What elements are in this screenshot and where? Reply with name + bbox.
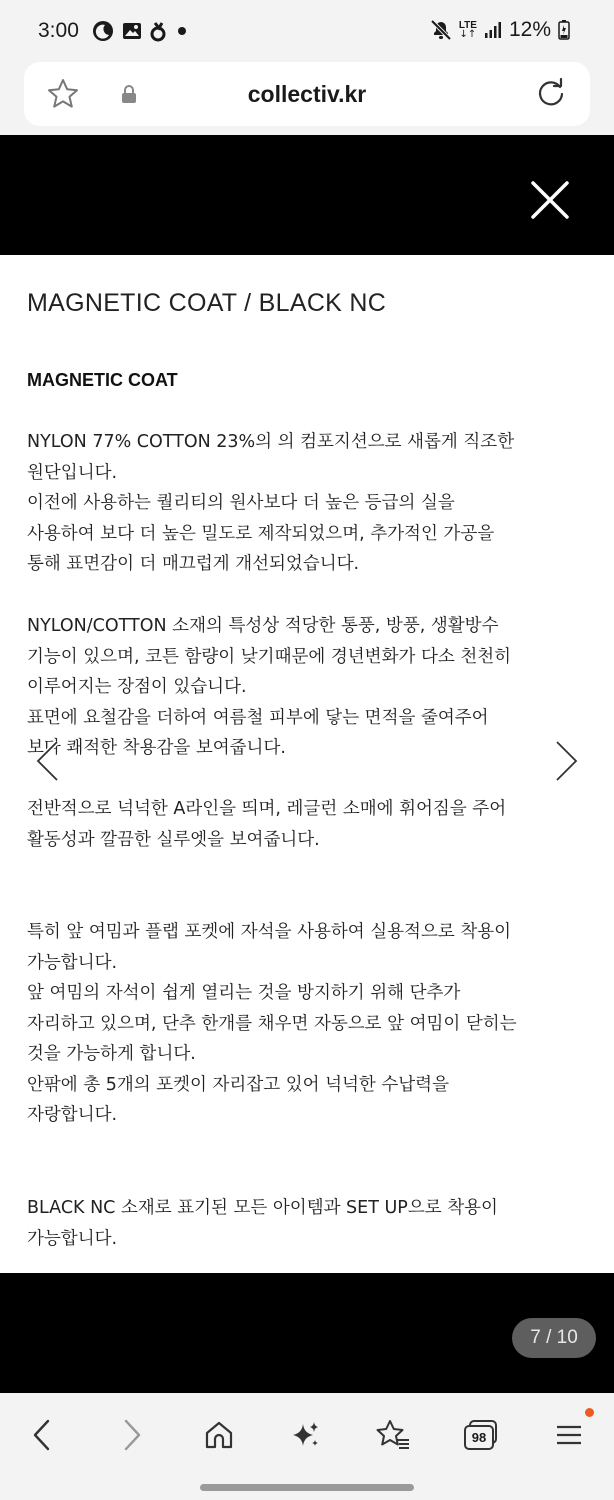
product-description-panel — [0, 255, 614, 1273]
paragraph-line: 보다 쾌적한 착용감을 보여줍니다. — [27, 738, 286, 758]
app-icon — [150, 20, 166, 42]
data-arrows-icon: ↓↑ — [459, 29, 477, 40]
status-notification-icons — [92, 20, 190, 42]
bookmarks-icon — [375, 1418, 411, 1452]
paragraph-line: 이전에 사용하는 퀄리티의 원사보다 더 높은 등급의 실을 — [27, 493, 455, 513]
paragraph-material — [27, 611, 592, 764]
menu-button[interactable] — [547, 1413, 591, 1457]
url-text[interactable]: collectiv.kr — [247, 81, 367, 107]
paragraph-line: 안팎에 총 5개의 포켓이 자리잡고 있어 넉넉한 수납력을 — [27, 1074, 449, 1095]
paragraph-line: NYLON/COTTON 소재의 특성상 적당한 통풍, 방풍, 생활방수 — [27, 616, 499, 636]
home-button[interactable] — [197, 1413, 241, 1457]
paragraph-setup — [27, 1193, 592, 1254]
page-counter: 7 / 10 — [512, 1318, 596, 1358]
paragraph-line: 원단입니다. — [27, 462, 118, 483]
paragraph-fabric — [27, 427, 592, 580]
lte-icon — [459, 21, 477, 39]
back-button[interactable] — [20, 1413, 64, 1457]
tabs-icon — [464, 1420, 498, 1450]
paragraph-line: 특히 앞 여밈과 플랩 포켓에 자석을 사용하여 실용적으로 착용이 — [27, 922, 512, 942]
paragraph-line: 전반적으로 넉넉한 A라인을 띄며, 레글런 소매에 휘어짐을 주어 — [27, 799, 507, 819]
paragraph-line: 앞 여밈의 자석이 쉽게 열리는 것을 방지하기 위해 단추가 — [27, 983, 461, 1003]
ai-button[interactable] — [284, 1413, 328, 1457]
paragraph-silhouette — [27, 794, 592, 855]
tabs-button[interactable] — [459, 1413, 503, 1457]
lte-label: LTE — [458, 20, 477, 31]
chevron-right-icon[interactable] — [552, 739, 582, 783]
paragraph-line: 통해 표면감이 더 매끄럽게 개선되었습니다. — [27, 554, 360, 574]
viewer-top-bar — [0, 135, 614, 255]
paragraph-line: BLACK NC 소재로 표기된 모든 아이템과 SET UP으로 착용이 — [27, 1198, 498, 1218]
forward-button[interactable] — [110, 1413, 154, 1457]
paragraph-line: 사용하여 보다 더 높은 밀도로 제작되었으며, 추가적인 가공을 — [27, 523, 495, 544]
paragraph-line: 가능합니다. — [27, 1228, 118, 1249]
paragraph-line: NYLON 77% COTTON 23%의 의 컴포지션으로 새롭게 직조한 — [27, 432, 515, 452]
reload-icon[interactable] — [534, 76, 568, 110]
image-icon — [122, 21, 142, 41]
dot-icon — [174, 23, 190, 39]
gesture-bar[interactable] — [200, 1484, 414, 1491]
paragraph-line: 자리하고 있으며, 단추 한개를 채우면 자동으로 앞 여밈이 닫히는 — [27, 1013, 517, 1034]
chevron-left-icon[interactable] — [32, 739, 62, 783]
menu-icon — [555, 1421, 583, 1449]
close-icon[interactable] — [530, 180, 570, 220]
home-icon — [202, 1418, 236, 1452]
paragraph-line: 기능이 있으며, 코튼 함량이 낮기때문에 경년변화가 다소 천천히 — [27, 646, 512, 667]
status-bar — [0, 0, 614, 62]
back-icon — [30, 1418, 54, 1452]
battery-percent: 12% — [508, 18, 551, 41]
product-title: MAGNETIC COAT / BLACK NC — [27, 289, 387, 317]
paragraph-line: 이루어지는 장점이 있습니다. — [27, 677, 247, 697]
address-bar[interactable] — [24, 62, 590, 126]
forward-icon — [120, 1418, 144, 1452]
notification-dot — [585, 1408, 594, 1417]
paragraph-line: 표면에 요철감을 더하여 여름철 피부에 닿는 면적을 줄여주어 — [27, 707, 489, 728]
paragraph-line: 것을 가능하게 합니다. — [27, 1044, 196, 1064]
section-heading: MAGNETIC COAT — [27, 370, 178, 390]
status-system-icons — [430, 18, 570, 42]
status-time: 3:00 — [38, 19, 79, 42]
signal-icon — [484, 21, 502, 39]
tabs-count: 98 — [471, 1430, 487, 1445]
paragraph-details — [27, 917, 592, 1131]
sparkle-icon — [289, 1418, 323, 1452]
mute-icon — [430, 19, 452, 41]
bookmarks-button[interactable] — [371, 1413, 415, 1457]
paragraph-line: 가능합니다. — [27, 952, 118, 973]
battery-icon — [558, 20, 570, 40]
tabs-icon-front-frame — [464, 1425, 494, 1450]
moon-icon — [92, 20, 114, 42]
paragraph-line: 자랑합니다. — [27, 1105, 118, 1125]
paragraph-line: 활동성과 깔끔한 실루엣을 보여줍니다. — [27, 829, 320, 850]
